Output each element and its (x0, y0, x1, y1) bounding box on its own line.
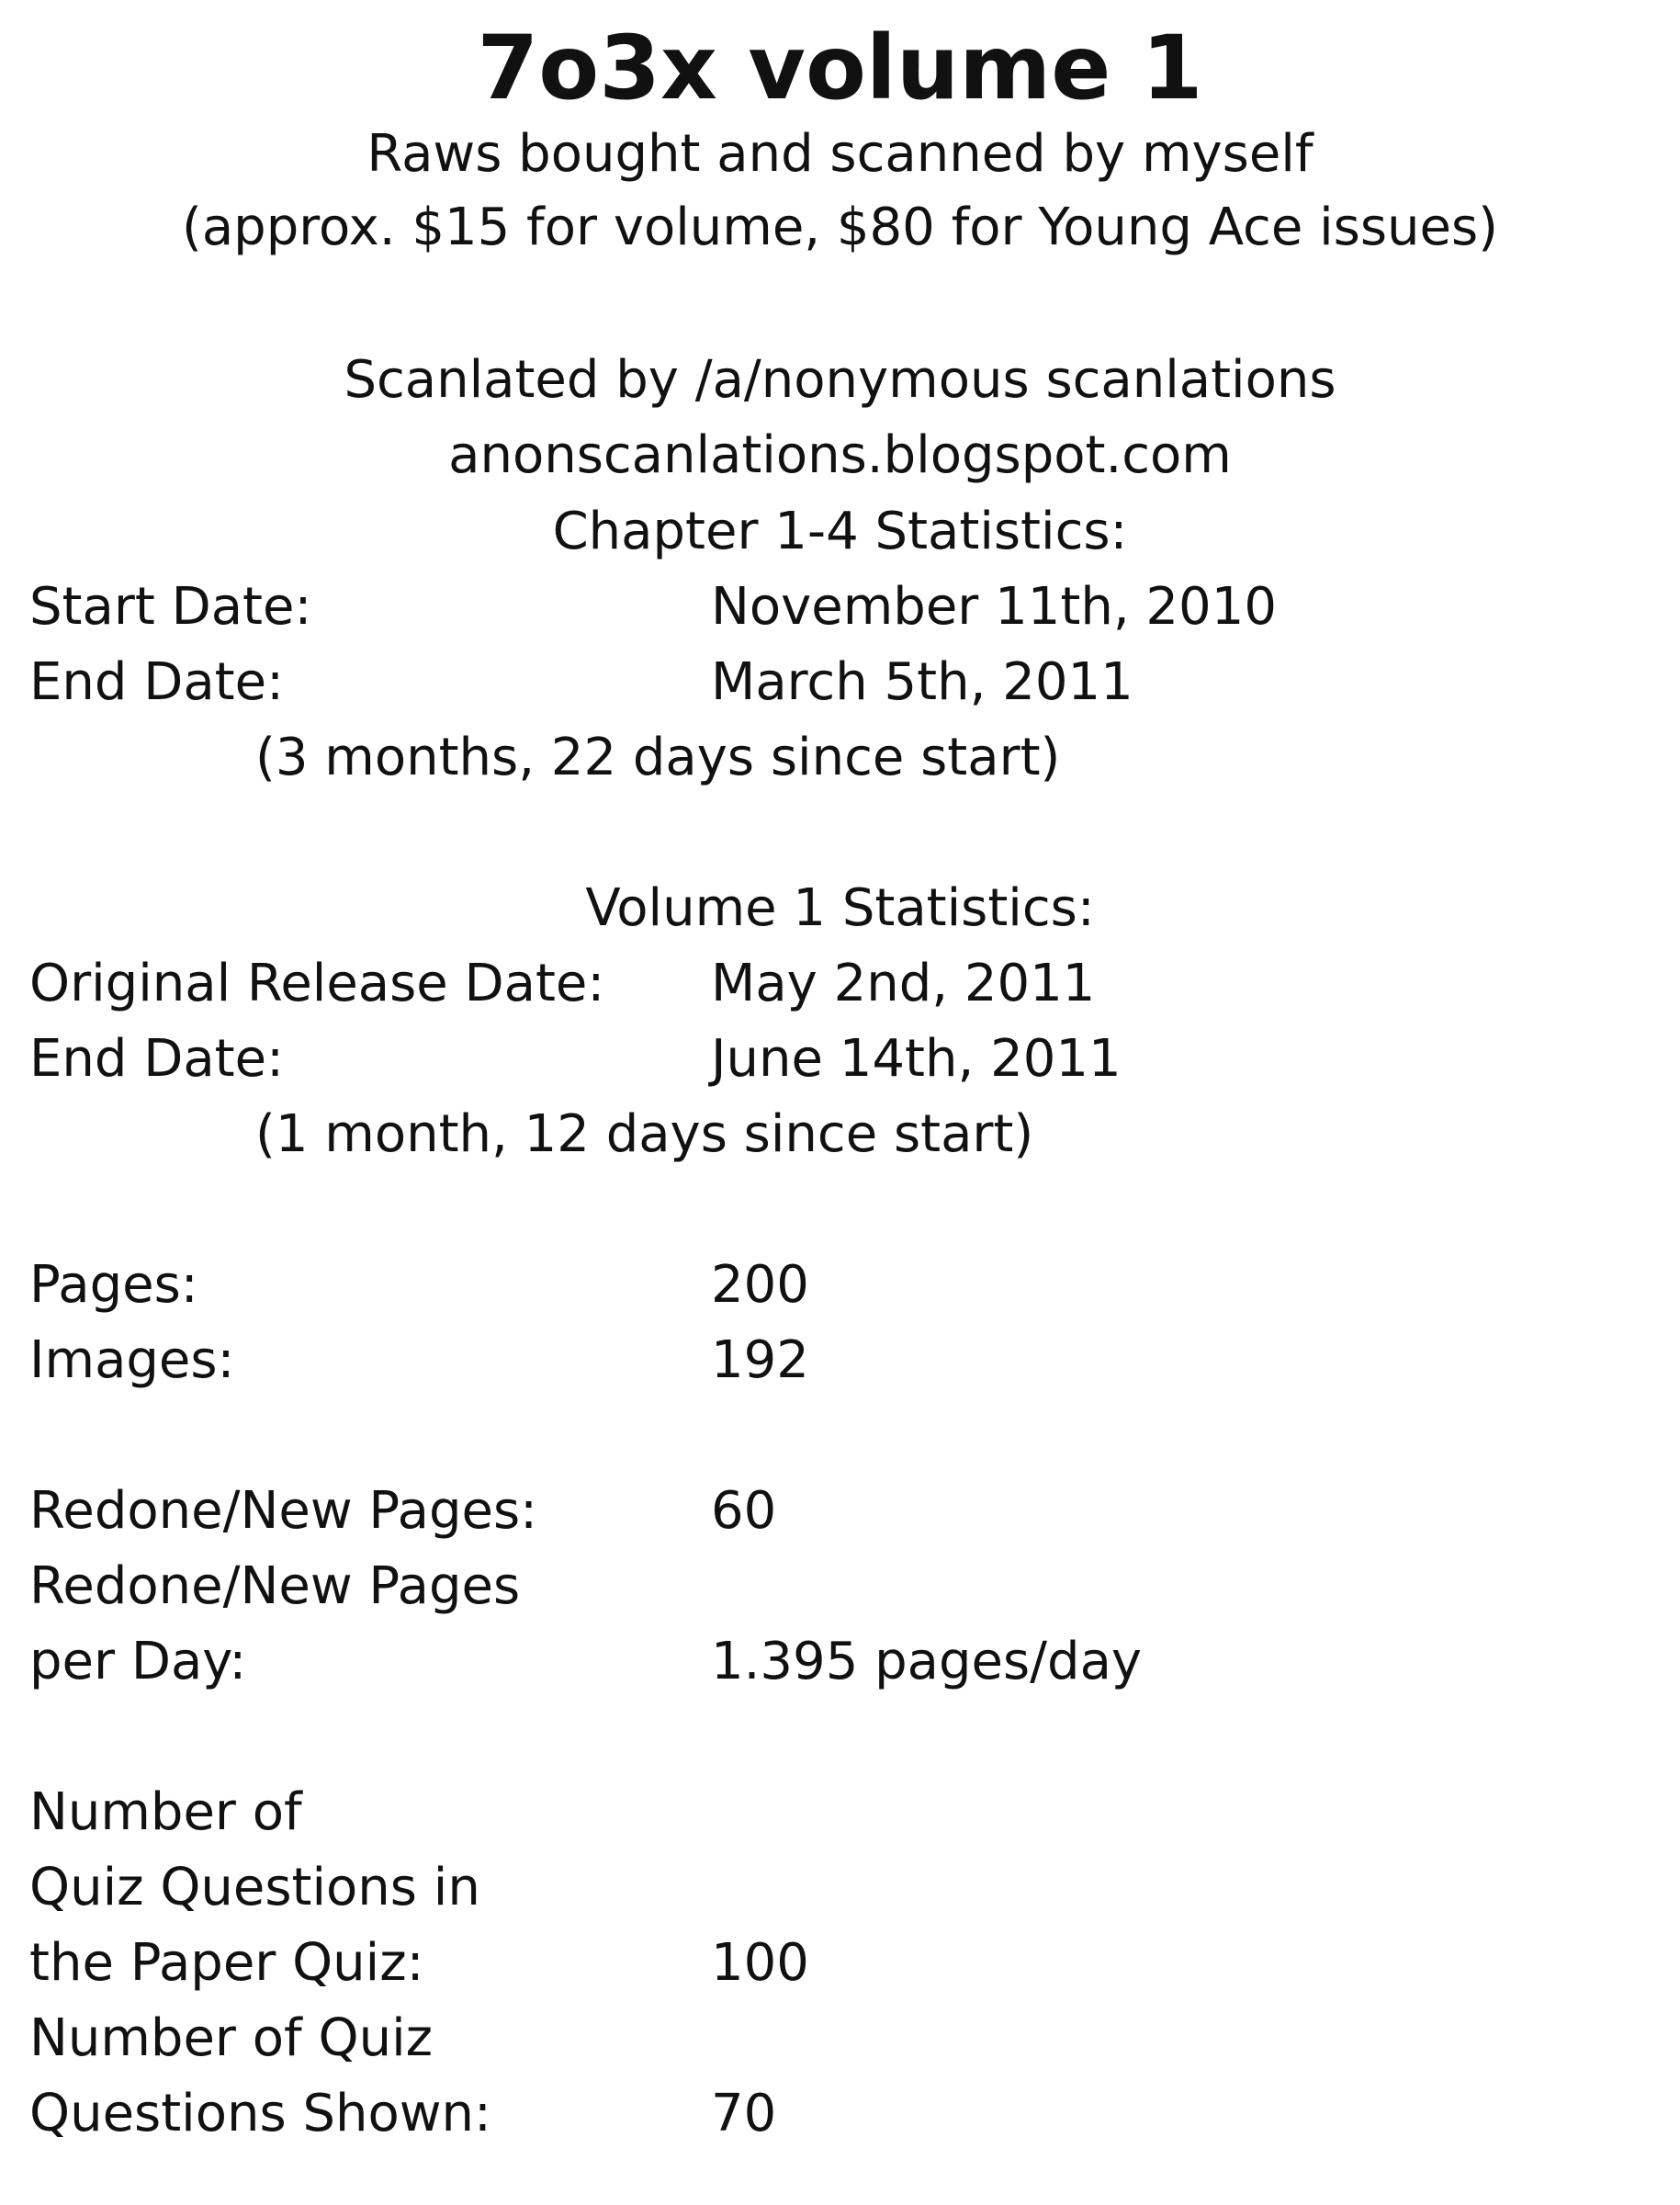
shown-quiz-label-row-1 (29, 2001, 1664, 2076)
per-day-label-1: Redone/New Pages (29, 1556, 521, 1616)
chapter-end-row (29, 645, 1664, 720)
per-day-row (29, 1624, 1664, 1700)
page-title: 7o3x volume 1 (477, 17, 1203, 119)
paper-quiz-label-row-1 (29, 1775, 1664, 1850)
chapter-start-label: Start Date: (29, 577, 312, 637)
chapter-start-row (29, 570, 1664, 645)
volume-end-label: End Date: (29, 1029, 284, 1089)
shown-quiz-label-1: Number of Quiz (29, 2008, 434, 2068)
chapter-end-value: March 5th, 2011 (711, 652, 1133, 712)
images-label: Images: (29, 1330, 235, 1390)
per-day-label-2: per Day: (29, 1632, 247, 1691)
paper-quiz-label-1: Number of (29, 1782, 302, 1842)
volume-release-value: May 2nd, 2011 (711, 954, 1096, 1013)
chapter-stats-heading: Chapter 1-4 Statistics: (552, 502, 1128, 561)
volume-stats-heading: Volume 1 Statistics: (585, 878, 1095, 938)
per-day-label-row-1 (29, 1549, 1664, 1624)
volume-duration: (1 month, 12 days since start) (255, 1104, 1034, 1164)
chapter-start-value: November 11th, 2010 (711, 577, 1277, 637)
redone-value: 60 (711, 1481, 777, 1541)
paper-quiz-value: 100 (711, 1933, 809, 1993)
paper-quiz-label-row-2 (29, 1850, 1664, 1926)
chapter-duration: (3 months, 22 days since start) (255, 728, 1061, 787)
pages-row (29, 1248, 1664, 1323)
redone-label: Redone/New Pages: (29, 1481, 538, 1541)
pages-label: Pages: (29, 1255, 198, 1315)
images-row (29, 1323, 1664, 1398)
images-value: 192 (711, 1330, 809, 1390)
volume-release-row (29, 946, 1664, 1022)
paper-quiz-row (29, 1926, 1664, 2001)
paper-quiz-label-2: Quiz Questions in (29, 1858, 480, 1917)
scanlator-credit: Scanlated by /a/nonymous scanlations (344, 350, 1336, 410)
chapter-end-label: End Date: (29, 652, 284, 712)
shown-quiz-value: 70 (711, 2084, 777, 2143)
paper-quiz-label-3: the Paper Quiz: (29, 1933, 424, 1993)
volume-release-label: Original Release Date: (29, 954, 605, 1013)
site-url: anonscanlations.blogspot.com (448, 425, 1232, 485)
pages-value: 200 (711, 1255, 809, 1315)
raws-note: Raws bought and scanned by myself (366, 124, 1314, 184)
cost-note: (approx. $15 for volume, $80 for Young Ace issues) (182, 198, 1498, 257)
shown-quiz-row (29, 2076, 1664, 2152)
volume-end-row (29, 1022, 1664, 1097)
shown-quiz-label-2: Questions Shown: (29, 2084, 491, 2143)
per-day-value: 1.395 pages/day (711, 1632, 1143, 1691)
volume-end-value: June 14th, 2011 (711, 1029, 1122, 1089)
redone-row (29, 1474, 1664, 1549)
